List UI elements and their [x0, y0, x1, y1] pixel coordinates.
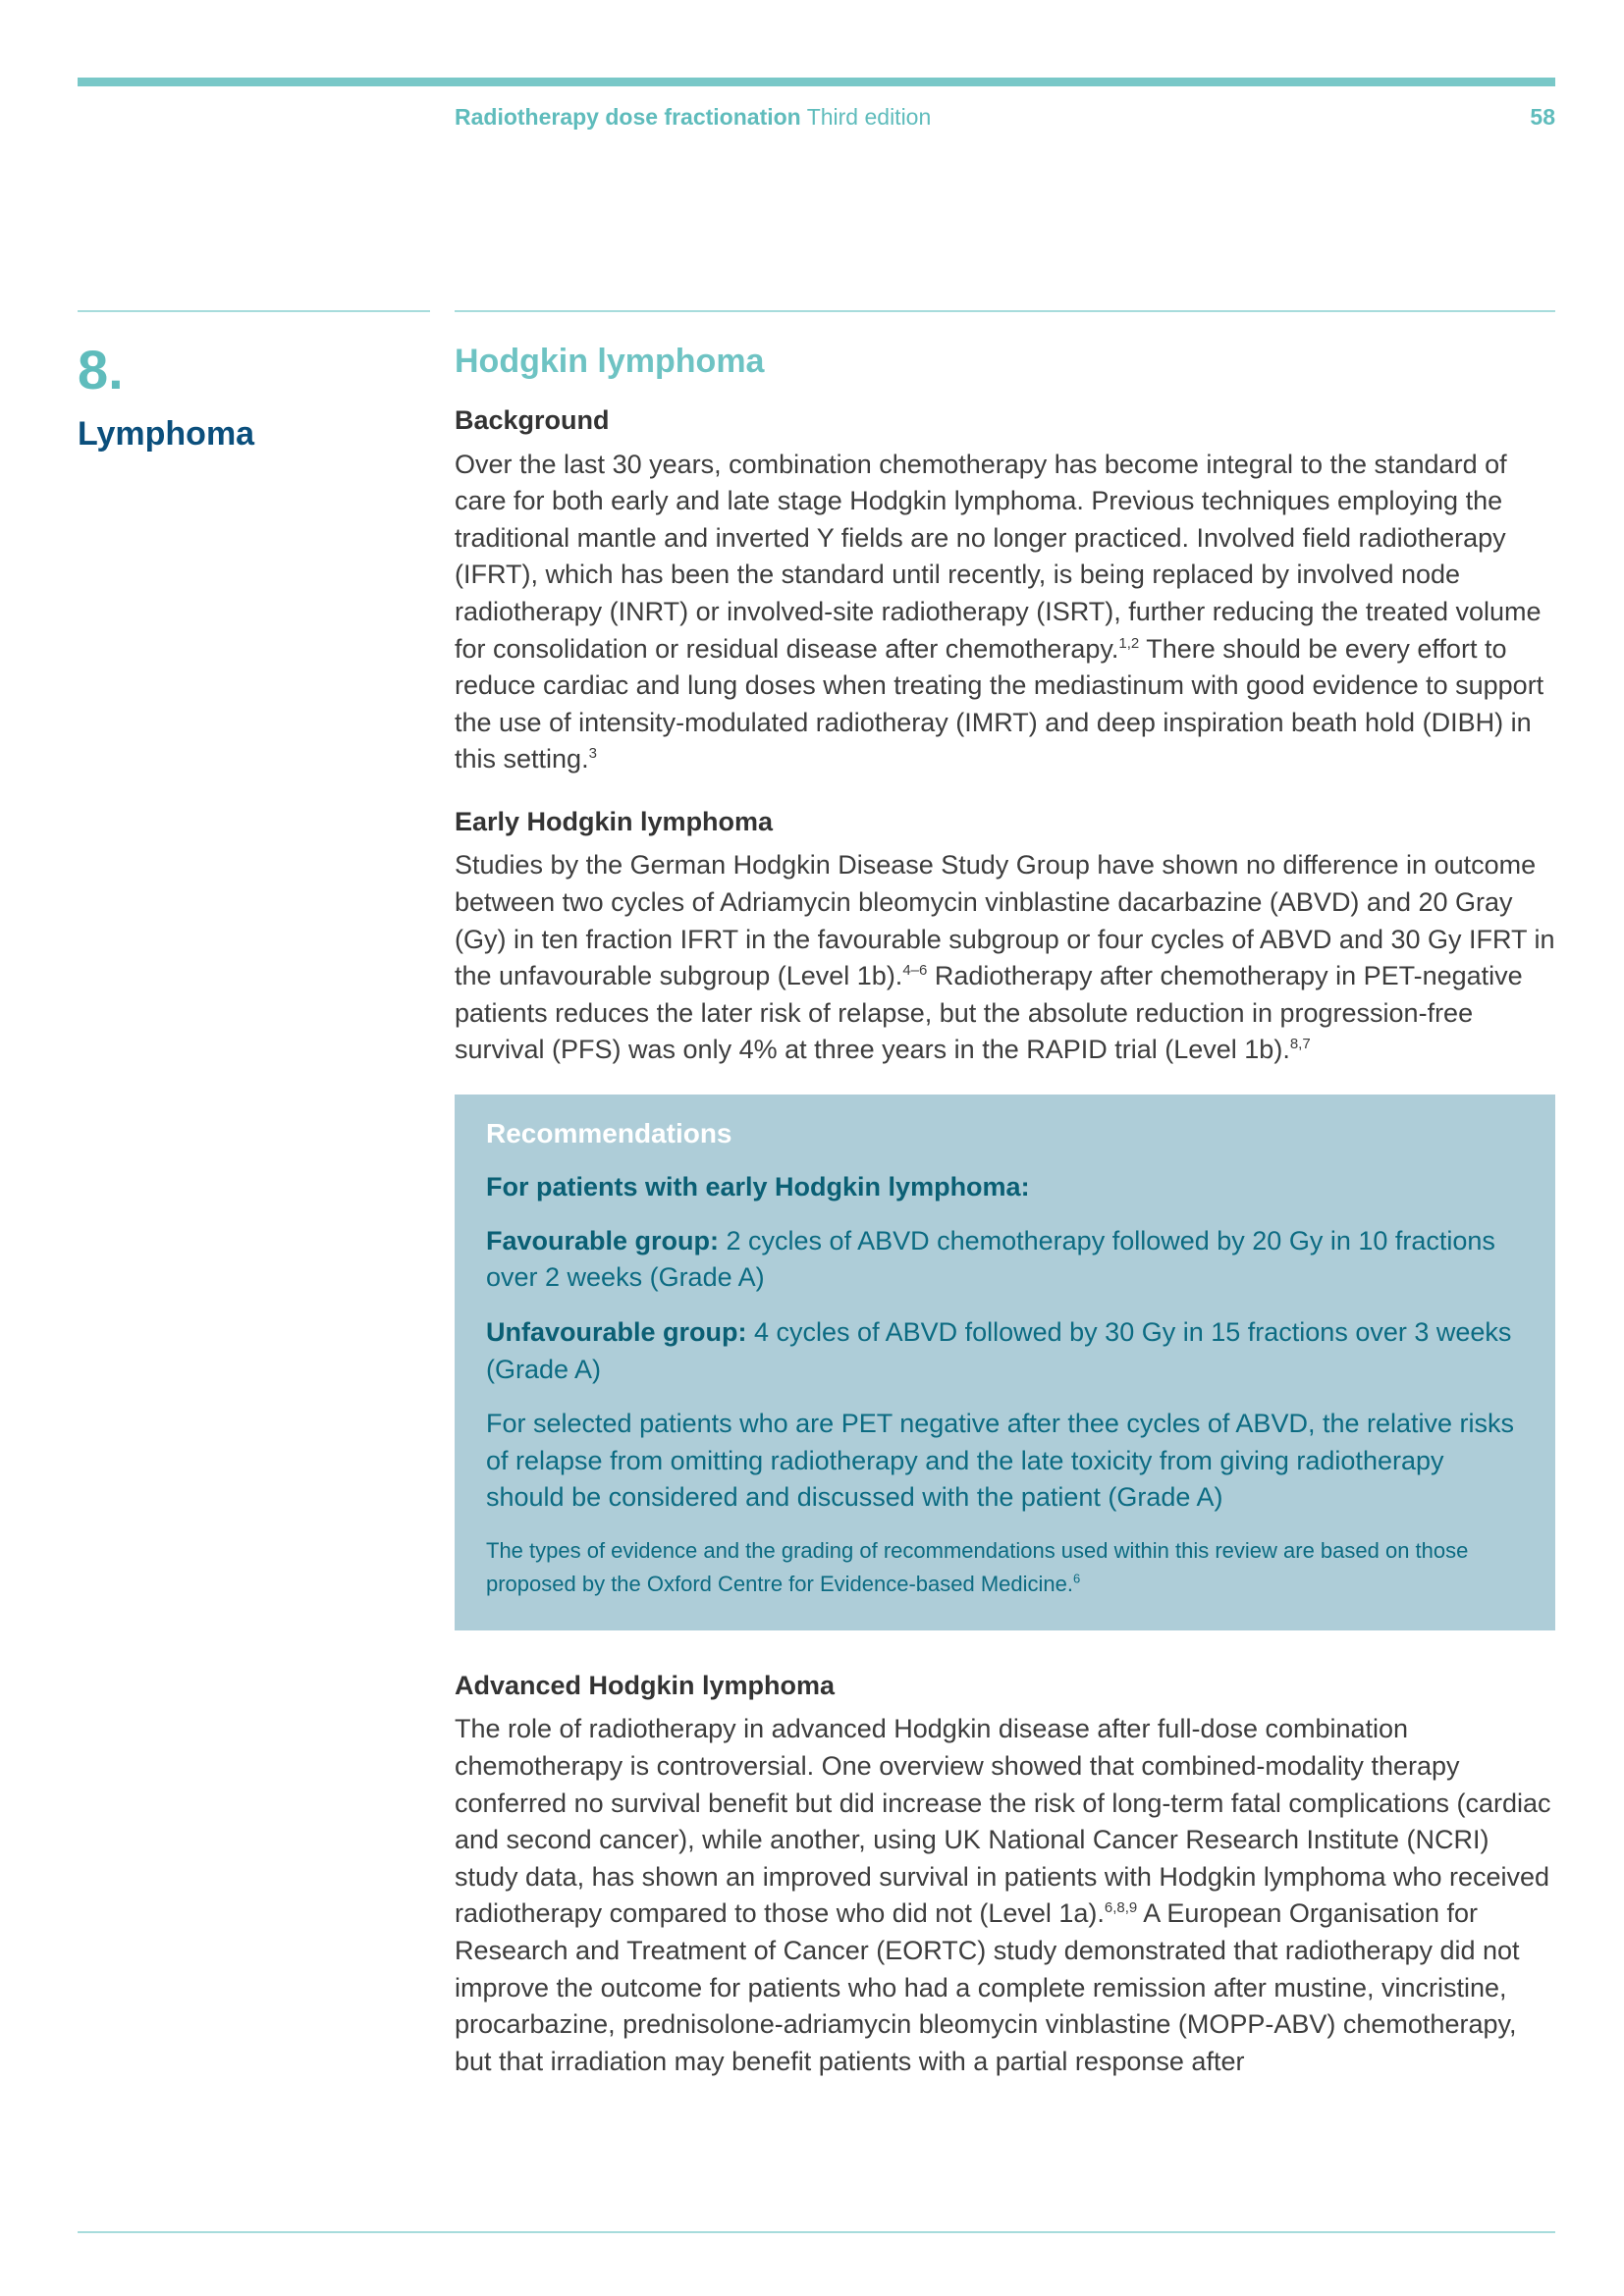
evidence-note — [486, 1534, 1524, 1601]
advanced-text-1: The role of radiotherapy in advanced Hodgkin disease after full-dose combination chemotherapy is controversial. One overview showed that combined-modality therapy conferred no survival benefit but did increase the risk of long-term fatal complications (cardiac and second cancer), while another, using UK National Cancer Research Institute (NCRI) study data, has shown an improved survival in patients with Hodgkin lymphoma who received radiotherapy compared to those who did not (Level 1a). — [455, 1714, 1551, 1929]
section-title: Hodgkin lymphoma — [455, 343, 765, 380]
content-divider — [455, 310, 1555, 312]
unfavourable-label: Unfavourable group: — [486, 1316, 747, 1347]
page-number: 58 — [1530, 104, 1555, 130]
recommendations-title: Recommendations — [486, 1117, 732, 1148]
pet-negative-recommendation: For selected patients who are PET negative after thee cycles of ABVD, the relative risks of relapse from omitting radiotherapy and the late toxicity from giving radiotherapy should be considered and discussed with the patient (Grade A) — [486, 1409, 1515, 1513]
chapter-divider — [78, 310, 430, 312]
early-text-1: Studies by the German Hodgkin Disease Study Group have shown no difference in outcome between two cycles of Adriamycin bleomycin vinblastine dacarbazine (ABVD) and 20 Gray (Gy) in ten fraction IFRT in the favourable subgroup or four cycles of ABVD and 30 Gy IFRT in the unfavourable subgroup (Level 1b). — [455, 850, 1555, 991]
citation-ref: 1,2 — [1118, 634, 1140, 652]
background-paragraph — [455, 447, 1555, 778]
citation-ref: 6 — [1073, 1571, 1081, 1586]
favourable-text: 2 cycles of ABVD chemotherapy followed by 20 Gy in 10 fractions over 2 weeks (Grade A) — [486, 1225, 1495, 1293]
citation-ref: 6,8,9 — [1104, 1899, 1138, 1917]
unfavourable-recommendation — [486, 1314, 1524, 1388]
chapter-title: Lymphoma — [78, 415, 255, 453]
advanced-heading: Advanced Hodgkin lymphoma — [455, 1670, 836, 1700]
favourable-recommendation — [486, 1223, 1524, 1297]
recommendations-lead: For patients with early Hodgkin lymphoma: — [486, 1172, 1030, 1202]
unfavourable-text: 4 cycles of ABVD followed by 30 Gy in 15 fractions over 3 weeks (Grade A) — [486, 1316, 1512, 1384]
running-header — [455, 104, 931, 131]
recommendations-box — [455, 1095, 1555, 1630]
header-accent-bar — [78, 78, 1555, 86]
citation-ref: 4–6 — [902, 962, 928, 980]
evidence-note-text: The types of evidence and the grading of recommendations used within this review are based on those proposed by the Oxford Centre for Evidence-based Medicine. — [486, 1537, 1469, 1596]
chapter-number: 8. — [78, 339, 124, 400]
citation-ref: 3 — [588, 745, 597, 763]
document-title: Radiotherapy dose fractionation — [455, 104, 801, 130]
early-heading: Early Hodgkin lymphoma — [455, 806, 774, 836]
advanced-paragraph — [455, 1711, 1555, 2080]
main-content — [455, 340, 1555, 2106]
early-text-2: Radiotherapy after chemotherapy in PET-negative patients reduces the later risk of relapse, but the absolute reduction in progression-free survival (PFS) was only 4% at three years in the RAPID trial (Level 1b). — [455, 961, 1523, 1065]
background-heading: Background — [455, 405, 610, 436]
background-text-2: There should be every effort to reduce cardiac and lung doses when treating the mediastinum with good evidence to support the use of intensity-modulated radiotheray (IMRT) and deep inspiration beath hold (DIBH) in this setting. — [455, 633, 1544, 774]
footer-divider — [78, 2231, 1555, 2233]
favourable-label: Favourable group: — [486, 1225, 720, 1255]
early-paragraph — [455, 847, 1555, 1069]
document-edition: Third edition — [800, 104, 932, 130]
citation-ref: 8,7 — [1289, 1036, 1311, 1053]
advanced-text-2: A European Organisation for Research and Treatment of Cancer (EORTC) study demonstrated that radiotherapy did not improve the outcome for patients who had a complete remission after mustine, vincristine, procarbazine, prednisolone-adriamycin bleomycin vinblastine (MOPP-ABV) chemotherapy, but that irradiation may benefit patients with a partial response after — [455, 1898, 1520, 2076]
background-text-1: Over the last 30 years, combination chemotherapy has become integral to the standard of care for both early and late stage Hodgkin lymphoma. Previous techniques employing the traditional mantle and inverted Y fields are no longer practiced. Involved field radiotherapy (IFRT), which has been the standard until recently, is being replaced by involved node radiotherapy (INRT) or involved-site radiotherapy (ISRT), further reducing the treated volume for consolidation or residual disease after chemotherapy. — [455, 449, 1542, 664]
